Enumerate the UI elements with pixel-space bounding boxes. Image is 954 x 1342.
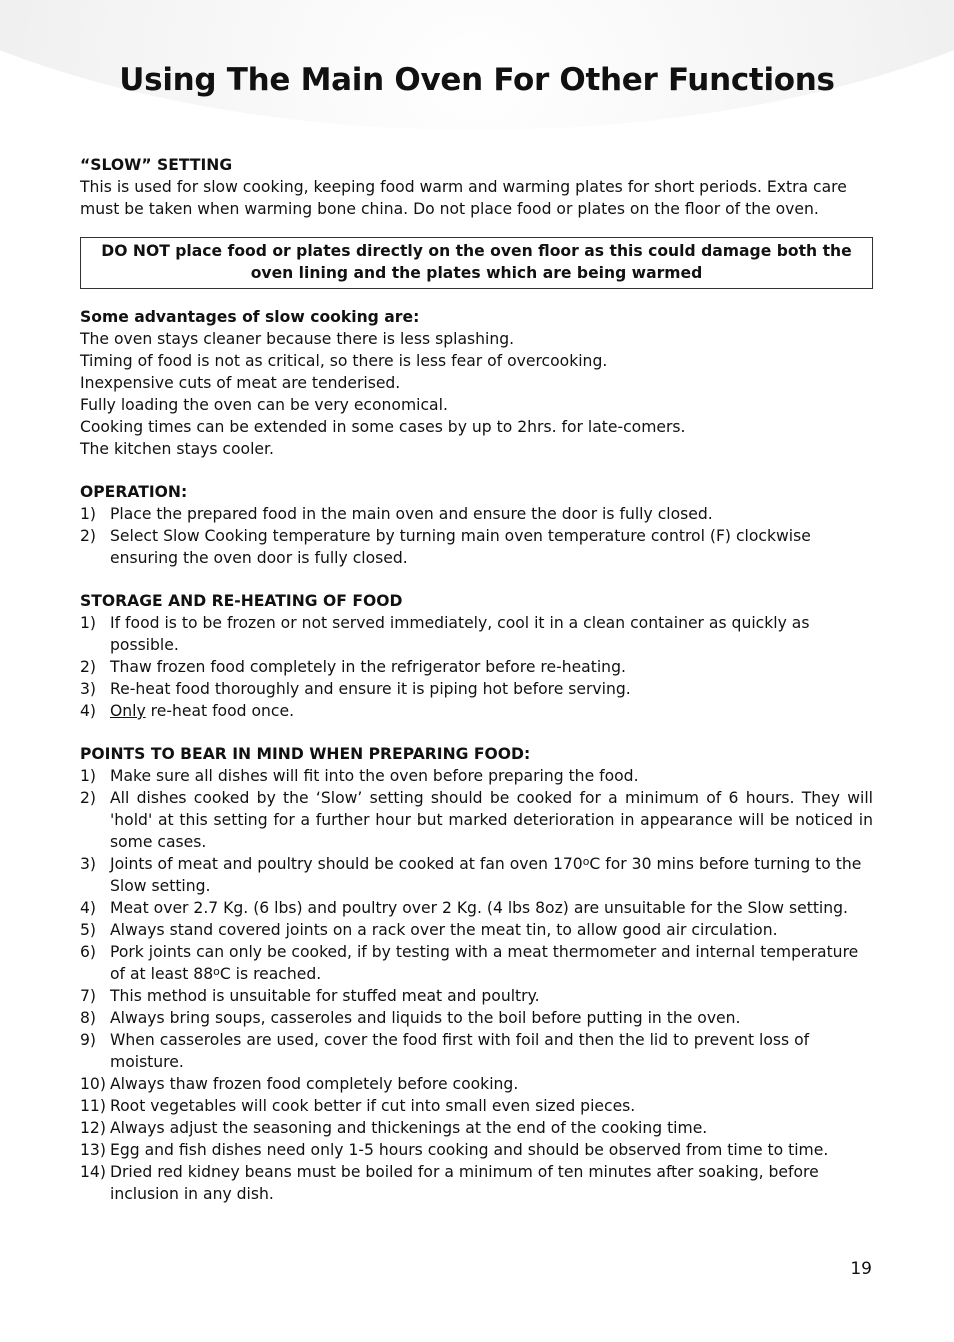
list-item xyxy=(80,1029,873,1073)
list-text: When casseroles are used, cover the food first with foil and then the lid to prevent loss of moisture. xyxy=(110,1031,810,1071)
list-text: All dishes cooked by the ‘Slow’ setting should be cooked for a minimum of 6 hours. They will 'hold' at this setting for a further hour but marked deterioration in appearance will be noticed in some cases. xyxy=(110,789,873,851)
list-item xyxy=(80,503,873,525)
storage-list xyxy=(80,612,873,722)
list-item xyxy=(80,1073,873,1095)
list-text: Egg and fish dishes need only 1-5 hours cooking and should be observed from time to time. xyxy=(110,1141,829,1159)
advantages-heading: Some advantages of slow cooking are: xyxy=(80,308,420,326)
list-item xyxy=(80,612,873,656)
list-text: Place the prepared food in the main oven and ensure the door is fully closed. xyxy=(110,505,713,523)
list-text: This method is unsuitable for stuffed meat and poultry. xyxy=(110,987,540,1005)
list-item xyxy=(80,525,873,569)
list-number: 5) xyxy=(80,921,97,939)
list-item xyxy=(80,787,873,853)
operation-heading: OPERATION: xyxy=(80,483,188,501)
operation-list xyxy=(80,503,873,569)
list-text: Always thaw frozen food completely before cooking. xyxy=(110,1075,519,1093)
advantage-item: Inexpensive cuts of meat are tenderised. xyxy=(80,374,401,392)
operation-section xyxy=(80,481,873,569)
list-item xyxy=(80,1007,873,1029)
list-text: Joints of meat and poultry should be cooked at fan oven 170 xyxy=(110,855,583,873)
list-number: 12) xyxy=(80,1119,106,1137)
list-item xyxy=(80,1095,873,1117)
points-list xyxy=(80,765,873,1205)
list-number: 14) xyxy=(80,1163,106,1181)
underlined-word: Only xyxy=(110,702,146,720)
list-number: 1) xyxy=(80,505,97,523)
advantage-item: Cooking times can be extended in some cases by up to 2hrs. for late-comers. xyxy=(80,418,686,436)
list-text: Thaw frozen food completely in the refrigerator before re-heating. xyxy=(110,658,626,676)
advantage-item: The oven stays cleaner because there is less splashing. xyxy=(80,330,515,348)
list-item xyxy=(80,678,873,700)
list-item xyxy=(80,919,873,941)
list-text: Always bring soups, casseroles and liquids to the boil before putting in the oven. xyxy=(110,1009,741,1027)
list-number: 2) xyxy=(80,789,97,807)
list-item xyxy=(80,765,873,787)
list-item xyxy=(80,1117,873,1139)
list-number: 11) xyxy=(80,1097,106,1115)
page-title: Using The Main Oven For Other Functions xyxy=(119,62,835,98)
slow-setting-intro: This is used for slow cooking, keeping food warm and warming plates for short periods. Extra care must be taken when warming bone china. Do not place food or plates on the floor of the oven. xyxy=(80,178,847,218)
list-text: Select Slow Cooking temperature by turning main oven temperature control (F) clockwise ensuring the oven door is fully closed. xyxy=(110,527,811,567)
list-item xyxy=(80,1161,873,1205)
list-text: Pork joints can only be cooked, if by testing with a meat thermometer and internal temperature of at least 88 xyxy=(110,943,859,983)
slow-setting-heading: “SLOW” SETTING xyxy=(80,156,233,174)
warning-box xyxy=(80,237,873,289)
advantage-item: Fully loading the oven can be very economical. xyxy=(80,396,448,414)
storage-heading: STORAGE AND RE-HEATING OF FOOD xyxy=(80,592,403,610)
list-item xyxy=(80,941,873,985)
list-text: Root vegetables will cook better if cut into small even sized pieces. xyxy=(110,1097,636,1115)
list-text: Always adjust the seasoning and thickenings at the end of the cooking time. xyxy=(110,1119,708,1137)
page-content xyxy=(80,154,873,1205)
storage-section xyxy=(80,590,873,722)
points-section xyxy=(80,743,873,1205)
list-text: C is reached. xyxy=(219,965,322,983)
list-text: Dried red kidney beans must be boiled for a minimum of ten minutes after soaking, before inclusion in any dish. xyxy=(110,1163,819,1203)
list-item xyxy=(80,656,873,678)
list-number: 10) xyxy=(80,1075,106,1093)
page-number: 19 xyxy=(850,1259,872,1279)
degree-superscript: o xyxy=(582,855,590,868)
slow-setting-section xyxy=(80,154,873,289)
list-number: 6) xyxy=(80,943,97,961)
list-text: If food is to be frozen or not served immediately, cool it in a clean container as quickly as possible. xyxy=(110,614,810,654)
list-item xyxy=(80,985,873,1007)
list-text: re-heat food once. xyxy=(145,702,295,720)
list-number: 1) xyxy=(80,767,97,785)
list-number: 1) xyxy=(80,614,97,632)
list-text: Meat over 2.7 Kg. (6 lbs) and poultry over 2 Kg. (4 lbs 8oz) are unsuitable for the Slow setting. xyxy=(110,899,848,917)
list-number: 3) xyxy=(80,680,97,698)
list-text: Make sure all dishes will fit into the oven before preparing the food. xyxy=(110,767,639,785)
list-number: 4) xyxy=(80,899,97,917)
list-number: 9) xyxy=(80,1031,97,1049)
list-item xyxy=(80,700,873,722)
list-item xyxy=(80,1139,873,1161)
points-heading: POINTS TO BEAR IN MIND WHEN PREPARING FOOD: xyxy=(80,745,531,763)
list-text: C for 30 mins before turning to the Slow setting. xyxy=(110,855,862,895)
advantage-item: The kitchen stays cooler. xyxy=(80,440,274,458)
list-item xyxy=(80,853,873,897)
spacer xyxy=(80,722,873,743)
degree-superscript: o xyxy=(213,965,220,978)
list-text: Always stand covered joints on a rack over the meat tin, to allow good air circulation. xyxy=(110,921,778,939)
spacer xyxy=(80,460,873,481)
list-number: 2) xyxy=(80,527,97,545)
spacer xyxy=(80,289,873,306)
warning-text: DO NOT place food or plates directly on the oven floor as this could damage both the oven lining and the plates which are being warmed xyxy=(101,242,852,282)
advantages-section xyxy=(80,306,873,460)
list-item xyxy=(80,897,873,919)
list-number: 2) xyxy=(80,658,97,676)
list-number: 7) xyxy=(80,987,97,1005)
advantage-item: Timing of food is not as critical, so there is less fear of overcooking. xyxy=(80,352,608,370)
list-number: 8) xyxy=(80,1009,97,1027)
spacer xyxy=(80,569,873,590)
list-number: 4) xyxy=(80,702,97,720)
list-number: 13) xyxy=(80,1141,106,1159)
list-text: Re-heat food thoroughly and ensure it is piping hot before serving. xyxy=(110,680,631,698)
list-number: 3) xyxy=(80,855,97,873)
